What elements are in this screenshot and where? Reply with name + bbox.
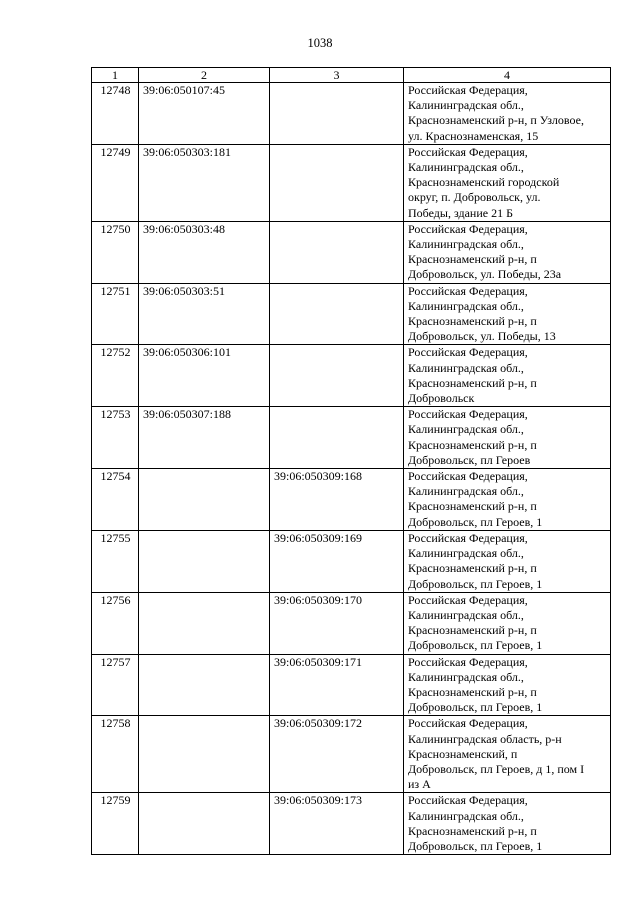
cadastral-number-col2 — [139, 793, 270, 855]
address-line: Российская Федерация, — [408, 144, 528, 159]
address-line: Краснознаменский р-н, п — [408, 252, 537, 267]
page-number: 1038 — [307, 36, 333, 50]
address-line: Краснознаменский р-н, п — [408, 684, 537, 699]
row-number: 12759 — [92, 793, 139, 855]
address-line: Российская Федерация, — [408, 530, 528, 545]
address-cell — [404, 654, 611, 716]
address-line: Калининградская обл., — [408, 422, 524, 437]
address-cell — [404, 716, 611, 793]
table-row — [92, 469, 611, 531]
cadastral-number-col3: 39:06:050309:171 — [270, 654, 404, 716]
address-line: Победы, здание 21 Б — [408, 205, 513, 220]
cadastral-number-col3 — [270, 407, 404, 469]
cadastral-number-col3 — [270, 345, 404, 407]
row-number: 12757 — [92, 654, 139, 716]
address-line: Краснознаменский р-н, п — [408, 623, 537, 638]
address-line: Добровольск, пл Героев, 1 — [408, 576, 543, 591]
address-line: Краснознаменский городской — [408, 175, 560, 190]
address-line: округ, п. Добровольск, ул. — [408, 190, 541, 205]
table-row — [92, 407, 611, 469]
address-line: ул. Краснознаменская, 15 — [408, 128, 539, 143]
address-cell — [404, 144, 611, 221]
table-row — [92, 793, 611, 855]
row-number: 12756 — [92, 592, 139, 654]
cadastral-number-col3: 39:06:050309:169 — [270, 530, 404, 592]
address-line: Добровольск, ул. Победы, 13 — [408, 329, 556, 344]
row-number: 12753 — [92, 407, 139, 469]
address-line: Краснознаменский р-н, п Узловое, — [408, 113, 584, 128]
table-row — [92, 530, 611, 592]
address-cell — [404, 469, 611, 531]
row-number: 12748 — [92, 83, 139, 145]
row-number: 12755 — [92, 530, 139, 592]
table-header-row — [92, 68, 611, 83]
column-header-4: 4 — [404, 68, 611, 83]
address-line: Российская Федерация, — [408, 345, 528, 360]
cadastral-number-col3: 39:06:050309:172 — [270, 716, 404, 793]
table-row — [92, 283, 611, 345]
address-line: Добровольск, пл Героев, 1 — [408, 514, 543, 529]
row-number: 12752 — [92, 345, 139, 407]
row-number: 12754 — [92, 469, 139, 531]
address-cell — [404, 592, 611, 654]
address-line: Краснознаменский р-н, п — [408, 823, 537, 838]
address-line: Краснознаменский р-н, п — [408, 375, 537, 390]
address-line: Российская Федерация, — [408, 793, 528, 808]
address-cell — [404, 283, 611, 345]
column-header-3: 3 — [270, 68, 404, 83]
cadastral-number-col2 — [139, 530, 270, 592]
address-line: Российская Федерация, — [408, 407, 528, 422]
address-line: Калининградская обл., — [408, 607, 524, 622]
address-line: Добровольск, пл Героев, 1 — [408, 838, 543, 853]
table-row — [92, 345, 611, 407]
address-cell — [404, 345, 611, 407]
address-line: Российская Федерация, — [408, 592, 528, 607]
cadastral-number-col2 — [139, 592, 270, 654]
address-line: Российская Федерация, — [408, 283, 528, 298]
address-line: Краснознаменский р-н, п — [408, 561, 537, 576]
table-row — [92, 654, 611, 716]
address-line: Российская Федерация, — [408, 654, 528, 669]
cadastral-number-col3: 39:06:050309:168 — [270, 469, 404, 531]
row-number: 12758 — [92, 716, 139, 793]
cadastral-number-col2 — [139, 654, 270, 716]
table-row — [92, 144, 611, 221]
address-line: Калининградская обл., — [408, 808, 524, 823]
address-line: Российская Федерация, — [408, 83, 528, 97]
address-line: из А — [408, 777, 431, 792]
address-cell — [404, 793, 611, 855]
address-line: Добровольск — [408, 391, 475, 406]
address-line: Калининградская обл., — [408, 546, 524, 561]
cadastral-number-col3: 39:06:050309:170 — [270, 592, 404, 654]
address-line: Российская Федерация, — [408, 716, 528, 731]
cadastral-number-col3 — [270, 283, 404, 345]
address-line: Калининградская обл., — [408, 298, 524, 313]
address-line: Добровольск, пл Героев, 1 — [408, 638, 543, 653]
table-row — [92, 716, 611, 793]
address-line: Российская Федерация, — [408, 469, 528, 484]
address-line: Добровольск, пл Героев — [408, 452, 531, 467]
address-line: Калининградская обл., — [408, 98, 524, 113]
address-line: Калининградская обл., — [408, 484, 524, 499]
address-line: Краснознаменский р-н, п — [408, 314, 537, 329]
column-header-1: 1 — [92, 68, 139, 83]
address-line: Калининградская обл., — [408, 360, 524, 375]
address-line: Добровольск, пл Героев, д 1, пом I — [408, 761, 585, 776]
table-row — [92, 83, 611, 145]
cadastral-number-col2: 39:06:050107:45 — [139, 83, 270, 145]
address-cell — [404, 407, 611, 469]
cadastral-number-col2: 39:06:050307:188 — [139, 407, 270, 469]
cadastral-number-col2: 39:06:050303:51 — [139, 283, 270, 345]
column-header-2: 2 — [139, 68, 270, 83]
cadastral-number-col2 — [139, 716, 270, 793]
address-line: Краснознаменский, п — [408, 746, 518, 761]
cadastral-number-col2: 39:06:050303:48 — [139, 221, 270, 283]
cadastral-number-col2: 39:06:050303:181 — [139, 144, 270, 221]
address-line: Краснознаменский р-н, п — [408, 437, 537, 452]
row-number: 12749 — [92, 144, 139, 221]
row-number: 12751 — [92, 283, 139, 345]
cadastral-number-col3 — [270, 144, 404, 221]
row-number: 12750 — [92, 221, 139, 283]
address-cell — [404, 83, 611, 145]
address-line: Российская Федерация, — [408, 221, 528, 236]
cadastral-number-col2 — [139, 469, 270, 531]
table-row — [92, 592, 611, 654]
address-line: Калининградская обл., — [408, 669, 524, 684]
table-row — [92, 221, 611, 283]
cadastral-number-col3: 39:06:050309:173 — [270, 793, 404, 855]
cadastral-number-col3 — [270, 221, 404, 283]
address-cell — [404, 221, 611, 283]
address-line: Калининградская обл., — [408, 237, 524, 252]
address-line: Калининградская обл., — [408, 160, 524, 175]
registry-table — [91, 67, 611, 855]
cadastral-number-col3 — [270, 83, 404, 145]
address-line: Добровольск, ул. Победы, 23а — [408, 267, 562, 282]
cadastral-number-col2: 39:06:050306:101 — [139, 345, 270, 407]
address-line: Калининградская область, р-н — [408, 731, 562, 746]
address-line: Добровольск, пл Героев, 1 — [408, 700, 543, 715]
address-line: Краснознаменский р-н, п — [408, 499, 537, 514]
address-cell — [404, 530, 611, 592]
